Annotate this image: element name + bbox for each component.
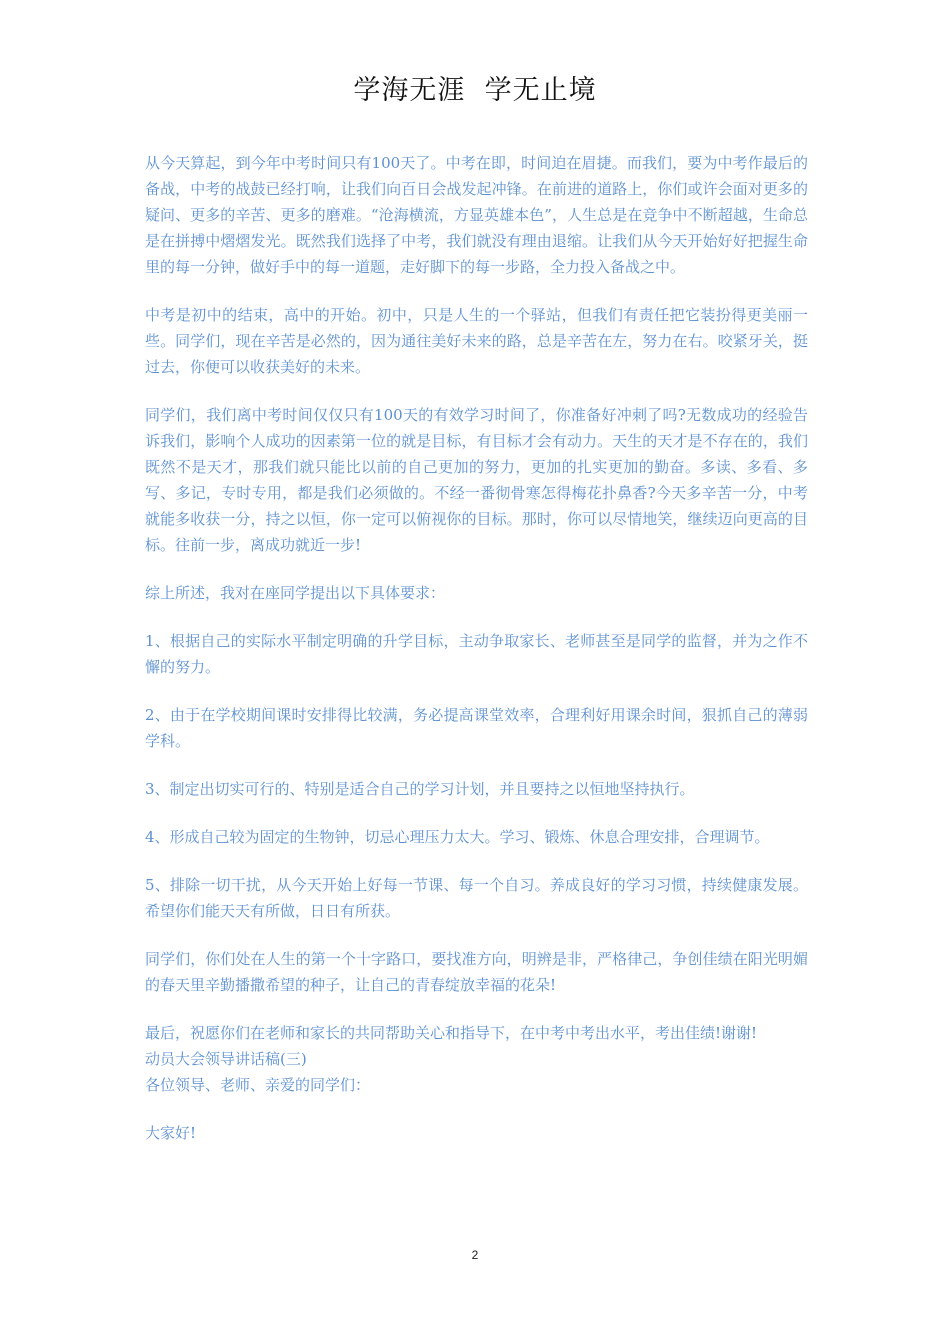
page-number: 2 xyxy=(471,1248,479,1262)
requirement-item-5: 5、排除一切干扰，从今天开始上好每一节课、每一个自习。养成良好的学习习惯，持续健康发展。希望你们能天天有所做，日日有所获。 xyxy=(145,876,808,920)
greeting: 大家好! xyxy=(145,1124,197,1142)
paragraph-goals: 同学们，我们离中考时间仅仅只有100天的有效学习时间了，你准备好冲刺了吗?无数成功的经验告诉我们，影响个人成功的因素第一位的就是目标，有目标才会有动力。天生的天才是不存在的，我们既然不是天才，那我们就只能比以前的自己更加的努力，更加的扎实更加的勤奋。多读、多看、多写、多记，专时专用，都是我们必须做的。不经一番彻骨寒怎得梅花扑鼻香?今天多辛苦一分，中考就能多收获一分，持之以恒，你一定可以俯视你的目标。那时，你可以尽情地笑，继续迈向更高的目标。往前一步，离成功就近一步! xyxy=(145,406,808,554)
requirement-item-1: 1、根据自己的实际水平制定明确的升学目标，主动争取家长、老师甚至是同学的监督，并为之作不懈的努力。 xyxy=(145,632,808,676)
salutation: 各位领导、老师、亲爱的同学们： xyxy=(145,1076,371,1094)
requirement-item-2: 2、由于在学校期间课时安排得比较满，务必提高课堂效率，合理利好用课余时间，狠抓自己的薄弱学科。 xyxy=(145,706,808,750)
paragraph-crossroads: 同学们，你们处在人生的第一个十字路口，要找准方向，明辨是非，严格律己，争创佳绩在阳光明媚的春天里辛勤播撒希望的种子，让自己的青春绽放幸福的花朵! xyxy=(145,950,808,994)
requirement-item-3: 3、制定出切实可行的、特别是适合自己的学习计划，并且要持之以恒地坚持执行。 xyxy=(145,780,695,798)
next-speech-title: 动员大会领导讲话稿(三) xyxy=(145,1050,307,1068)
paragraph-junior-high-end: 中考是初中的结束，高中的开始。初中，只是人生的一个驿站，但我们有责任把它装扮得更美丽一些。同学们，现在辛苦是必然的，因为通往美好未来的路，总是辛苦在左，努力在右。咬紧牙关，挺过去，你便可以收获美好的未来。 xyxy=(145,306,808,376)
document-body xyxy=(145,150,808,1146)
requirement-item-4: 4、形成自己较为固定的生物钟，切忌心理压力太大。学习、锻炼、休息合理安排，合理调节。 xyxy=(145,828,770,846)
page-header-title: 学海无涯 学无止境 xyxy=(353,75,597,106)
closing-thanks: 最后，祝愿你们在老师和家长的共同帮助关心和指导下，在中考中考出水平，考出佳绩!谢谢! xyxy=(145,1024,758,1042)
paragraph-countdown: 从今天算起，到今年中考时间只有100天了。中考在即，时间迫在眉捷。而我们，要为中考作最后的备战，中考的战鼓已经打响，让我们向百日会战发起冲锋。在前进的道路上，你们或许会面对更多的疑问、更多的辛苦、更多的磨难。“沧海横流，方显英雄本色”，人生总是在竞争中不断超越，生命总是在拼搏中熠熠发光。既然我们选择了中考，我们就没有理由退缩。让我们从今天开始好好把握生命里的每一分钟，做好手中的每一道题，走好脚下的每一步路，全力投入备战之中。 xyxy=(145,154,808,276)
paragraph-summary-intro: 综上所述，我对在座同学提出以下具体要求： xyxy=(145,584,446,602)
